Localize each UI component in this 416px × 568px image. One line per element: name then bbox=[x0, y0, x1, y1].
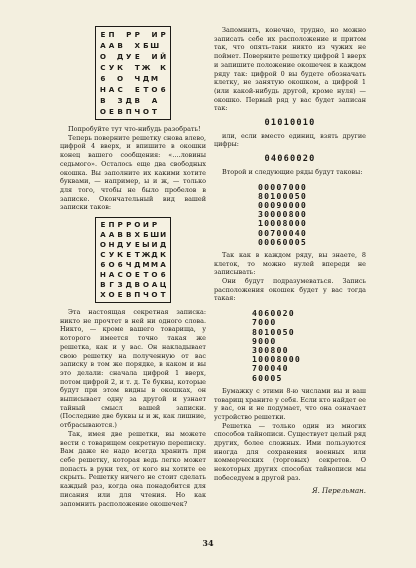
grid-cell: Р bbox=[151, 220, 158, 230]
grid-cell: О bbox=[151, 270, 158, 280]
grid-cell bbox=[124, 40, 133, 51]
grid-cell: О bbox=[108, 290, 115, 300]
grid-cell bbox=[142, 95, 151, 106]
grid-cell: Д bbox=[125, 96, 132, 105]
grid-cell: И bbox=[151, 240, 158, 250]
grid-cell: В bbox=[100, 280, 106, 290]
grid-cell: Д bbox=[116, 52, 124, 61]
grid-cell: Р bbox=[134, 30, 140, 39]
grid-cell: Ж bbox=[141, 250, 151, 260]
code-line: 700040 bbox=[252, 363, 289, 374]
grid-cell: Е bbox=[126, 250, 132, 260]
code-block-rows bbox=[214, 183, 366, 247]
grid-cell: К bbox=[160, 250, 167, 260]
grid-cell: 6 bbox=[160, 270, 166, 280]
code-line: 4060020 bbox=[252, 308, 295, 319]
grid-cell: А bbox=[108, 41, 115, 50]
grid-cell: О bbox=[117, 74, 124, 83]
code-line: 00090000 bbox=[258, 199, 308, 210]
grid-cell: А bbox=[108, 85, 115, 94]
grid-cell: О bbox=[151, 290, 158, 300]
grid-cell: С bbox=[100, 250, 106, 260]
grid-cell: И bbox=[151, 52, 158, 61]
grid-cell: О bbox=[99, 240, 106, 250]
grid-cell: А bbox=[100, 230, 106, 240]
grid-cell: О bbox=[142, 280, 149, 290]
grid-cell: Ч bbox=[134, 107, 141, 116]
paragraph: Попробуйте тут что-нибудь разобрать! bbox=[68, 125, 201, 133]
grid-cell: О bbox=[99, 52, 106, 61]
grid-cell: А bbox=[108, 270, 115, 280]
paragraph: Они будут подразумеваться. Запись расположения окошек будет у вас тогда такая: bbox=[214, 277, 366, 303]
code-line: 00060005 bbox=[258, 236, 308, 247]
grid-cell: О bbox=[142, 107, 149, 116]
grid-cell: В bbox=[125, 230, 132, 240]
grid-cell: В bbox=[100, 96, 106, 105]
grid-cell: Х bbox=[134, 41, 141, 50]
paragraph: Теперь поверните решетку снова влево, цифрой 4 вверх, и впишите в окошки конец вашего сообщения: «….ловины седьмого». Осталось еще два свободных окошка. Вы заполните их какими хотите буквами, — например, ы и ж, — только для того, чтобы не было пробелов в записке. Окончательный вид вашей записки таков: bbox=[60, 133, 206, 212]
grid-cell: Е bbox=[100, 220, 106, 230]
grid-cell: Е bbox=[109, 107, 114, 116]
code-line: 300800 bbox=[252, 345, 289, 355]
grid-cell: А bbox=[160, 260, 166, 270]
grid-cell bbox=[124, 62, 133, 73]
page-number: 34 bbox=[202, 538, 214, 548]
grid-cell bbox=[159, 106, 168, 117]
grid-cell: У bbox=[125, 240, 132, 250]
paragraph: Эта настоящая секретная записка: никто не прочтет в ней ни одного слова. Никто, — кроме вашего товарища, у которого имеется точно такая же решетка, как и у вас. Он накладывает свою решетку на полученную от вас записку в том же порядке, в каком и вы это делали: сначала цифрой 1 вверх, потом цифрой 2, и т. д. Те буквы, которые будут при этом видны в окошках, он выписывает одну за другой и узнает тайный смысл вашей записки. (Последние две буквы ы и ж, как лишние, отбрасываются.) bbox=[60, 308, 206, 430]
code-line: 00007000 bbox=[258, 181, 308, 192]
grid-cell: О bbox=[99, 107, 106, 116]
code-row-digits: 04060020 bbox=[264, 154, 316, 165]
grid-cell: Н bbox=[99, 85, 106, 94]
grid-cell: Д bbox=[159, 240, 167, 250]
grid-cell: К bbox=[117, 250, 124, 260]
grid-cell: П bbox=[125, 107, 132, 116]
grid-cell bbox=[142, 29, 151, 40]
grid-cell: И bbox=[160, 230, 167, 240]
grid-cell: Т bbox=[134, 63, 140, 72]
grid-cell: 6 bbox=[100, 260, 106, 270]
grid-cell: П bbox=[134, 290, 141, 300]
grid-cell: З bbox=[117, 96, 123, 105]
code-line: 30000800 bbox=[258, 209, 308, 220]
grid-cell: У bbox=[108, 250, 115, 260]
grid-cell: Е bbox=[134, 85, 140, 94]
grid-cell bbox=[107, 95, 116, 106]
grid-cell: Ц bbox=[159, 280, 167, 290]
grid-cell: К bbox=[117, 63, 124, 72]
grid-cell: А bbox=[108, 230, 115, 240]
grid-cell: С bbox=[117, 85, 123, 94]
grid-cell: Х bbox=[100, 290, 106, 300]
grid-cell bbox=[159, 95, 168, 106]
grid-cell: О bbox=[125, 270, 132, 280]
grid-cell: У bbox=[108, 63, 115, 72]
grid-cell: Ы bbox=[142, 240, 150, 250]
grid-cell: Т bbox=[160, 290, 166, 300]
code-line: 10008000 bbox=[252, 354, 302, 365]
grid-cell bbox=[142, 51, 151, 62]
grid-cell: Й bbox=[160, 52, 167, 61]
grid-cell: В bbox=[134, 96, 141, 105]
grid-cell: Т bbox=[143, 270, 149, 280]
grid-cell: Т bbox=[143, 85, 149, 94]
grid-cell: Т bbox=[152, 107, 157, 116]
grid-cell: Е bbox=[134, 270, 140, 280]
grid-cell: А bbox=[151, 280, 158, 290]
grid-cell: Ч bbox=[125, 260, 132, 270]
grid-cell: С bbox=[100, 63, 106, 72]
grid-cell: О bbox=[108, 260, 115, 270]
code-line: 00700040 bbox=[258, 227, 308, 238]
grid-cell: П bbox=[108, 30, 115, 39]
grid-cell: П bbox=[108, 220, 115, 230]
grid-cell: У bbox=[125, 52, 132, 61]
grid-cell: Д bbox=[134, 260, 141, 270]
paragraph: Так, имея две решетки, вы можете вести с товарищем секретную переписку. Вам даже не надо всегда хранить при себе решетку, которая ведь легко может попасть в руки тех, от кого вы хотите ее скрыть. Решетку ничего не стоит сделать каждый раз, когда она понадобится для писания или для чтения. Но как запомнить расположение окошечек? bbox=[60, 429, 206, 508]
grid-cell bbox=[107, 73, 116, 84]
grid-cell bbox=[107, 51, 116, 62]
grid-cell: Н bbox=[108, 240, 115, 250]
code-line: 60005 bbox=[252, 372, 283, 383]
grid-cell: З bbox=[117, 280, 123, 290]
grid-cell bbox=[159, 220, 168, 230]
grid-cell: К bbox=[160, 63, 167, 72]
grid-cell: Е bbox=[134, 240, 140, 250]
grid-cell: В bbox=[117, 107, 123, 116]
code-block-compact bbox=[214, 309, 366, 383]
grid-cell: М bbox=[150, 74, 159, 83]
grid-cell: В bbox=[134, 280, 141, 290]
paragraph: или, если вместо единиц, взять другие цифры: bbox=[214, 131, 366, 149]
grid-cell bbox=[124, 84, 133, 95]
paragraph: Решетка — только один из многих способов тайнописи. Существует целый ряд других, более сложных. Ими пользуются иногда для сохранения военных или коммерческих (торговых) секретов. О некоторых других способах тайнописи мы побеседуем в другой раз. bbox=[214, 421, 366, 482]
grid-cell: Ч bbox=[142, 290, 149, 300]
left-column bbox=[60, 26, 206, 508]
paragraph: Второй и следующие ряды будут таковы: bbox=[222, 167, 363, 176]
code-line: 8010050 bbox=[252, 326, 295, 337]
grid-cell: Н bbox=[99, 270, 106, 280]
code-line: 7000 bbox=[252, 317, 277, 328]
grid-cell: В bbox=[117, 230, 123, 240]
grid-cell: Е bbox=[100, 30, 106, 39]
grid-cell bbox=[116, 29, 125, 40]
grid-cell: 6 bbox=[100, 74, 106, 83]
grid-cell: О bbox=[134, 220, 141, 230]
grid-cell: Б bbox=[143, 41, 149, 50]
grid-cell: М bbox=[142, 260, 150, 270]
grid-cell: Д bbox=[116, 240, 124, 250]
grid-cell: Б bbox=[143, 230, 149, 240]
grid-cell: А bbox=[151, 96, 158, 105]
grid-cell: И bbox=[142, 220, 149, 230]
grid-cell: Е bbox=[117, 290, 123, 300]
code-line: 10008000 bbox=[258, 218, 308, 229]
grid-cell: Т bbox=[134, 250, 140, 260]
code-row-binary: 01010010 bbox=[264, 118, 316, 129]
grid-cell: Р bbox=[126, 220, 132, 230]
right-column bbox=[214, 26, 366, 495]
grid-cell bbox=[150, 62, 159, 73]
grid-cell: Ш bbox=[150, 230, 160, 240]
grid-cell: С bbox=[117, 270, 123, 280]
grid-cell: 6 bbox=[117, 260, 123, 270]
grid-cell: Р bbox=[117, 220, 123, 230]
grid-cell: Р bbox=[160, 30, 166, 39]
grid-cell: А bbox=[100, 41, 106, 50]
grid-cell: Р bbox=[126, 30, 132, 39]
paragraph: Бумажку с этими 8-ю числами вы и ваш товарищ храните у себя. Если кто найдет ее у вас, он и не подумает, что она означает устройство решетки. bbox=[214, 386, 366, 421]
grid-cell: Х bbox=[134, 230, 141, 240]
author-signature: Я. Перельман. bbox=[311, 486, 366, 495]
code-line: 80100050 bbox=[258, 190, 308, 201]
grid-cell bbox=[159, 73, 168, 84]
grid-cell: Ч bbox=[134, 74, 141, 83]
grid-cell bbox=[124, 73, 133, 84]
grid-cell: Е bbox=[134, 52, 140, 61]
grid-cell: О bbox=[151, 85, 158, 94]
grid-cell: Ж bbox=[141, 63, 151, 72]
grid-cell: Г bbox=[109, 280, 114, 290]
cipher-grid-2 bbox=[95, 217, 172, 303]
grid-cell bbox=[159, 40, 168, 51]
grid-cell: Д bbox=[142, 74, 150, 83]
grid-cell: В bbox=[117, 41, 123, 50]
paragraph: Запомнить, конечно, трудно, но можно записать себе их расположение и притом так, что опять-таки никто из чужих не поймет. Поверните решетку цифрой 1 вверх и запишите положение окошечек в каждом ряду так: цифрой 0 вы будете обозначать клетку, не занятую окошком, а цифрой 1 (или какой-нибудь другой, кроме нуля) — окошко. Первый ряд у вас будет записан так: bbox=[214, 26, 366, 113]
code-line: 9000 bbox=[252, 335, 277, 346]
grid-cell: И bbox=[151, 30, 158, 39]
grid-cell: М bbox=[150, 260, 159, 270]
paragraph: Так как в каждом ряду, вы знаете, 8 клеток, то можно нулей впереди не записывать: bbox=[214, 250, 366, 277]
cipher-grid-1 bbox=[95, 26, 172, 120]
grid-cell: 6 bbox=[160, 85, 166, 94]
grid-cell: Ш bbox=[150, 41, 160, 50]
grid-cell: Д bbox=[125, 280, 132, 290]
grid-cell: Д bbox=[151, 250, 158, 260]
grid-cell: В bbox=[125, 290, 132, 300]
